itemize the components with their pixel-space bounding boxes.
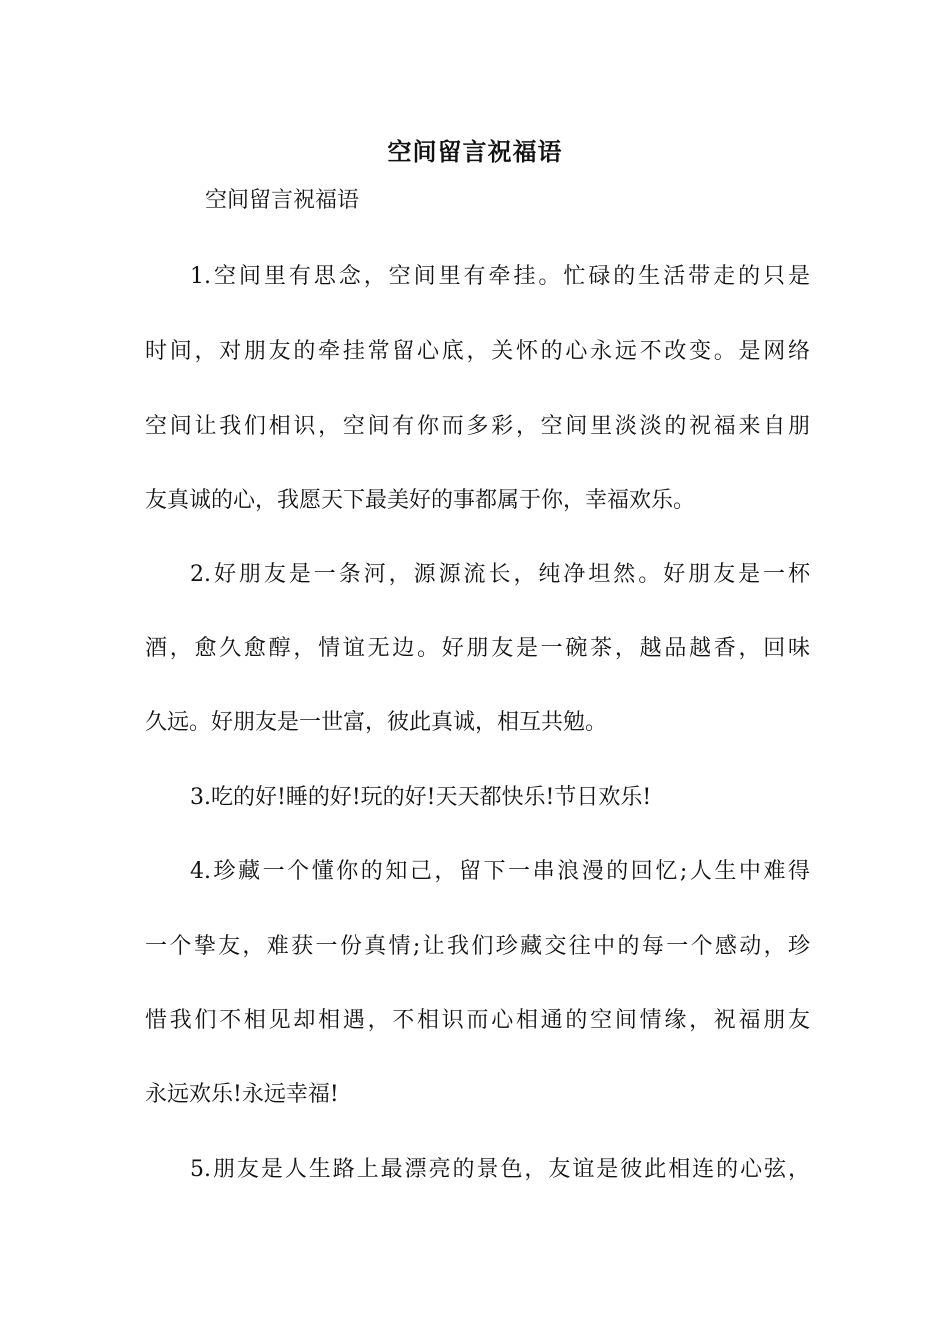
paragraph-4-line-4: 永远欢乐!永远幸福!: [145, 1082, 339, 1107]
document-title: 空间留言祝福语: [387, 137, 563, 166]
paragraph-2-line-3: 久远。好朋友是一世富，彼此真诚，相互共勉。: [145, 710, 608, 735]
paragraph-4-line-3: 惜我们不相见却相遇，不相识而心相通的空间情缘，祝福朋友: [145, 1008, 810, 1033]
paragraph-4-line-1: 4.珍藏一个懂你的知己，留下一串浪漫的回忆;人生中难得: [190, 859, 810, 884]
paragraph-2-line-1: 2.好朋友是一条河，源源流长，纯净坦然。好朋友是一杯: [190, 562, 810, 587]
paragraph-2-line-2: 酒，愈久愈醇，情谊无边。好朋友是一碗茶，越品越香，回味: [145, 636, 810, 661]
paragraph-1-line-2: 时间，对朋友的牵挂常留心底，关怀的心永远不改变。是网络: [145, 339, 810, 364]
document-subtitle: 空间留言祝福语: [205, 188, 360, 213]
paragraph-5-line-1: 5.朋友是人生路上最漂亮的景色，友谊是彼此相连的心弦，: [190, 1157, 810, 1182]
paragraph-1-line-4: 友真诚的心，我愿天下最美好的事都属于你，幸福欢乐。: [145, 488, 696, 513]
paragraph-1-line-3: 空间让我们相识，空间有你而多彩，空间里淡淡的祝福来自朋: [145, 414, 810, 439]
paragraph-3-line-1: 3.吃的好!睡的好!玩的好!天天都快乐!节日欢乐!: [190, 785, 652, 810]
paragraph-1-line-1: 1.空间里有思念，空间里有牵挂。忙碌的生活带走的只是: [190, 264, 810, 289]
paragraph-4-line-2: 一个挚友，难获一份真情;让我们珍藏交往中的每一个感动，珍: [145, 934, 810, 959]
